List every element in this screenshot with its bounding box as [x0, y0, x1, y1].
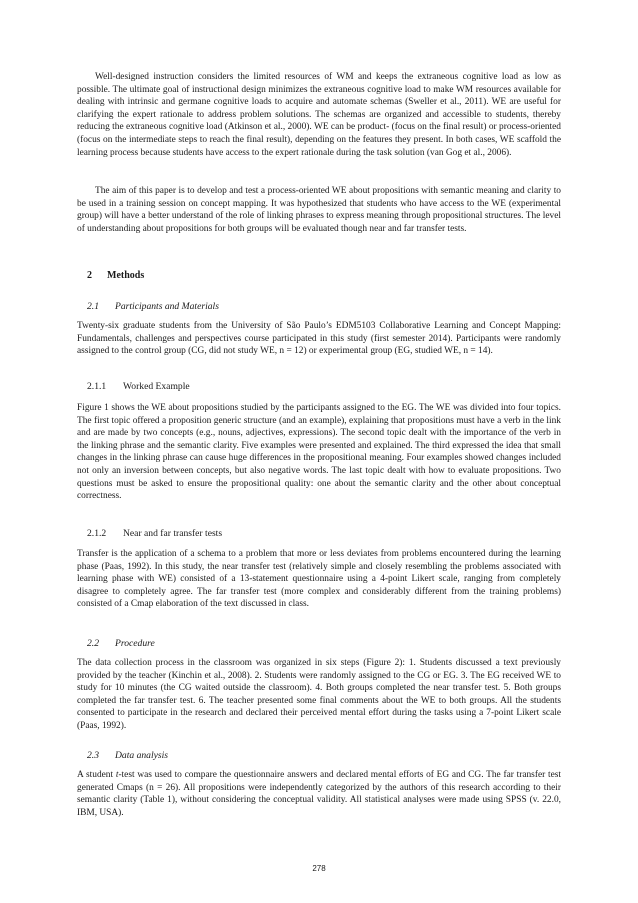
subsubsection-number: 2.1.2 — [87, 528, 107, 539]
page-number: 278 — [312, 864, 326, 873]
t-test-italic: t — [115, 770, 119, 780]
procedure-paragraph: The data collection process in the classroom was organized in six steps (Figure 2): 1. Students discussed a text previously provided by the teacher (Kinchin et al., 2008). 2. Students were randomly assigned to the CG or EG. 3. The EG received WE to study for 10 minutes (the CG waited outside the classroom). 4. Both groups completed the near transfer test. 5. Both groups completed the far transfer test. 6. The teacher presented some final comments about the WE to both groups. All the students consented to participate in the research and declared their perceived mental effort during the tasks using a 7-point Likert scale (Paas, 1992). — [77, 658, 561, 731]
section-title: Methods — [107, 270, 145, 281]
subsection-title: Participants and Materials — [115, 301, 219, 312]
subsection-heading-2-1 — [77, 301, 561, 312]
subsubsection-number: 2.1.1 — [87, 381, 107, 392]
subsection-heading-2-3 — [77, 750, 561, 761]
subsubsection-title: Worked Example — [123, 381, 190, 392]
subsubsection-heading-2-1-2 — [77, 528, 561, 539]
subsection-number: 2.3 — [87, 750, 99, 761]
subsection-heading-2-2 — [77, 638, 561, 649]
worked-example-paragraph: Figure 1 shows the WE about propositions studied by the participants assigned to the EG. The WE was divided into four topics. The first topic offered a proposition generic structure (and an example), explaining that propositions must have a verb in the link and are made by two concepts (e.g., nouns, adjectives, expressions). The second topic dealt with the importance of the verb in the linking phrase and the semantic clarity. Five examples were presented and explained. The third expressed the idea that small changes in the linking phrase can cause huge differences in the propositional meaning. Four examples showed changes included not only an inversion between concepts, but also negative words. The last topic dealt with how to evaluate propositions. Two questions must be asked to ensure the propositional quality: one about the semantic clarity and the other about conceptual correctness. — [77, 403, 561, 502]
transfer-tests-paragraph: Transfer is the application of a schema to a problem that more or less deviates from problems encountered during the learning phase (Paas, 1992). In this study, the near transfer test (relatively simple and closely resembling the problems associated with learning phase with WE) consisted of a 13-statement questionnaire using a 4-point Likert scale, ranging from completely disagree to completely agree. The far transfer test (more complex and considerably different from the training problems) consisted of a Cmap elaboration of the text discussed in class. — [77, 549, 561, 610]
subsection-number: 2.2 — [87, 638, 99, 649]
subsubsection-title: Near and far transfer tests — [123, 528, 223, 539]
subsubsection-heading-2-1-1 — [77, 381, 561, 392]
subsection-number: 2.1 — [87, 301, 99, 312]
intro-paragraph-2: The aim of this paper is to develop and test a process-oriented WE about propositions with semantic meaning and clarity to be used in a training session on concept mapping. It was hypothesized that students who have access to the WE (experimental group) will have a better understand of the role of linking phrases to express meaning through propositional structures. The level of understanding about propositions for both groups will be evaluated though near and far transfer tests. — [77, 186, 561, 234]
participants-paragraph: Twenty-six graduate students from the University of São Paulo’s EDM5103 Collaborative Learning and Concept Mapping: Fundamentals, challenges and perspectives course participated in this study (first semester 2014). Participants were randomly assigned to the control group (CG, did not study WE, n = 12) or experimental group (EG, studied WE, n = 14). — [77, 321, 561, 357]
intro-paragraph-1: Well-designed instruction considers the limited resources of WM and keeps the extraneous cognitive load as low as possible. The ultimate goal of instructional design minimizes the extraneous cognitive load to make WM resources available for dealing with intrinsic and germane cognitive loads to acquire and automate schemas (Sweller et al., 2011). WE are useful for clarifying the expert rationale to address problem solutions. The schemas are organized and accessible to students, thereby reducing the extraneous cognitive load (Atkinson et al., 2000). WE can be product- (focus on the final result) or process-oriented (focus on the intermediate steps to reach the final result), depending on the features they present. In both cases, WE scaffold the learning process because students have access to the expert rationale during the task solution (van Gog et al., 2006). — [77, 72, 561, 158]
subsection-title: Data analysis — [115, 750, 169, 761]
section-number: 2 — [87, 270, 92, 281]
data-analysis-paragraph: A student t-test was used to compare the questionnaire answers and declared mental efforts of EG and CG. The far transfer test generated Cmaps (n = 26). All propositions were independently categorized by the authors of this research according to their semantic clarity (Table 1), without considering the conceptual validity. All statistical analyses were made using SPSS (v. 22.0, IBM, USA). — [77, 770, 561, 818]
section-heading-methods — [77, 270, 561, 281]
subsection-title: Procedure — [115, 638, 155, 649]
